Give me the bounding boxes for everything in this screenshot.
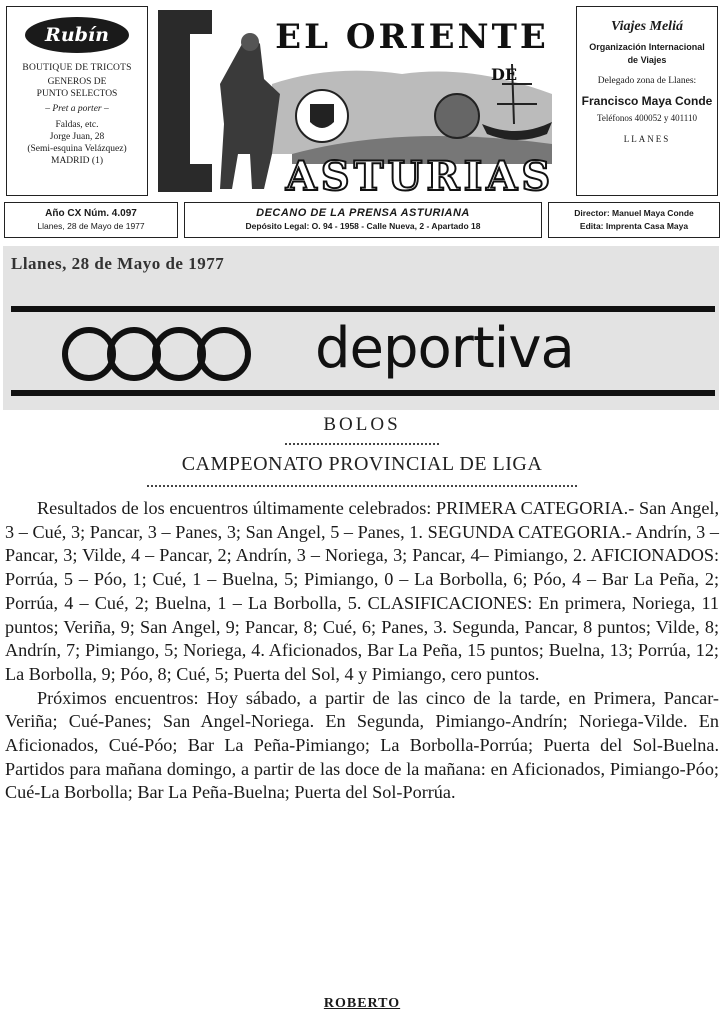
article-body <box>4 497 720 805</box>
legal-deposit: Depósito Legal: O. 94 - 1958 - Calle Nueva, 2 - Apartado 18 <box>245 221 481 231</box>
dotted-divider <box>285 443 439 445</box>
olympic-rings-icon <box>61 324 251 384</box>
article-subheading: CAMPEONATO PROVINCIAL DE LIGA <box>181 453 543 475</box>
ad-line: BOUTIQUE DE TRICOTS <box>22 63 132 73</box>
publisher: Edita: Imprenta Casa Maya <box>579 221 689 231</box>
ad-delegate-name: Francisco Maya Conde <box>581 94 713 108</box>
title-bottom: ASTURIAS <box>285 153 555 198</box>
issue-date: Llanes, 28 de Mayo de 1977 <box>37 221 145 231</box>
info-row <box>4 202 720 240</box>
ad-line: Organización Internacional <box>589 42 705 52</box>
ad-line: Delegado zona de Llanes: <box>597 76 697 86</box>
issue-info <box>4 202 178 238</box>
top-rule <box>11 306 715 312</box>
ad-line: – Pret a porter – <box>45 104 109 114</box>
article-signature: ROBERTO <box>323 996 401 1011</box>
ad-title: Viajes Meliá <box>611 19 683 34</box>
section-header <box>3 246 719 410</box>
article-paragraph: Resultados de los encuentros últimamente celebrados: PRIMERA CATEGORIA.- San Angel, 3 – Cué, 3; Pancar, 3 – Panes, 3; San Angel, 5 – Panes, 1. SEGUNDA CATEGORIA.- Andrín, 3 – Pancar, 3; Vilde, 4 – Pancar, 2; Andrín, 3 – Noriega, 3; Pancar, 4– Pimiango, 2. AFICIONADOS: Porrúa, 5 – Póo, 1; Cué, 1 – Buelna, 5; Pimiango, 0 – La Borbolla, 6; Póo, 4 – Bar La Peña, 2; Porrúa, 4 – Cué, 2; Buelna, 1 – La Borbolla, 5. CLASIFICACIONES: En primera, Noriega, 11 puntos; Veriña, 9; San Angel, 9; Pancar, 8; Cué, 6; Panes, 3. Segunda, Pancar, 8 puntos; Vilde, 8; Andrín, 7; Pimiango, 5; Noriega, 4. Aficionados, Bar La Peña, 15 puntos; Buelna, 13; Porrúa, 12; La Borbolla, 9; Póo, 8; Cué, 5; Puerta del Sol, 4 y Pimiango, cero puntos. <box>5 498 719 684</box>
ad-line: GENEROS DE <box>47 77 107 87</box>
director: Director: Manuel Maya Conde <box>574 208 694 218</box>
ad-line: PUNTO SELECTOS <box>36 89 118 99</box>
ad-line: Faldas, etc. <box>55 120 99 130</box>
title-mid: DE <box>490 65 518 84</box>
motto: DECANO DE LA PRENSA ASTURIANA <box>256 207 470 219</box>
section-title: deportiva <box>315 316 574 381</box>
masthead <box>4 4 720 200</box>
dotted-divider <box>147 485 577 487</box>
title-top: EL ORIENTE <box>275 17 549 57</box>
article <box>4 412 720 805</box>
article-paragraph: Próximos encuentros: Hoy sábado, a partir de las cinco de la tarde, en Primera, Pancar-Veriña; Cué-Panes; San Angel-Noriega. En Segunda, Pimiango-Andrín; Noriega-Vilde. En Aficionados, Cué-Póo; Bar La Peña-Pimiango; La Borbolla-Porrúa; Puerta del Sol-Buelna. Partidos para mañana domingo, a partir de las doce de la mañana: en Aficionados, Pimiango-Póo; Cué-La Borbolla; Bar La Peña-Buelna; Puerta del Sol-Porrúa. <box>5 687 719 803</box>
issue-number: Año CX Núm. 4.097 <box>45 208 137 219</box>
globe-icon <box>435 94 479 138</box>
ad-city: MADRID (1) <box>51 156 103 166</box>
staff-info <box>548 202 720 238</box>
ad-address: Jorge Juan, 28 <box>49 132 105 142</box>
ad-city: LLANES <box>623 134 671 144</box>
motto-info <box>184 202 542 238</box>
viajes-melia-advertisement <box>576 6 718 196</box>
ad-line: de Viajes <box>627 55 667 65</box>
article-heading: BOLOS <box>323 414 401 435</box>
newspaper-title-art <box>152 4 572 198</box>
rubin-advertisement <box>6 6 148 196</box>
dateline: Llanes, 28 de Mayo de 1977 <box>11 254 225 273</box>
rubin-logo: Rubín <box>25 17 129 53</box>
ad-phones: Teléfonos 400052 y 401110 <box>597 113 697 123</box>
bottom-rule <box>11 390 715 396</box>
ad-line: (Semi-esquina Velázquez) <box>27 144 127 154</box>
